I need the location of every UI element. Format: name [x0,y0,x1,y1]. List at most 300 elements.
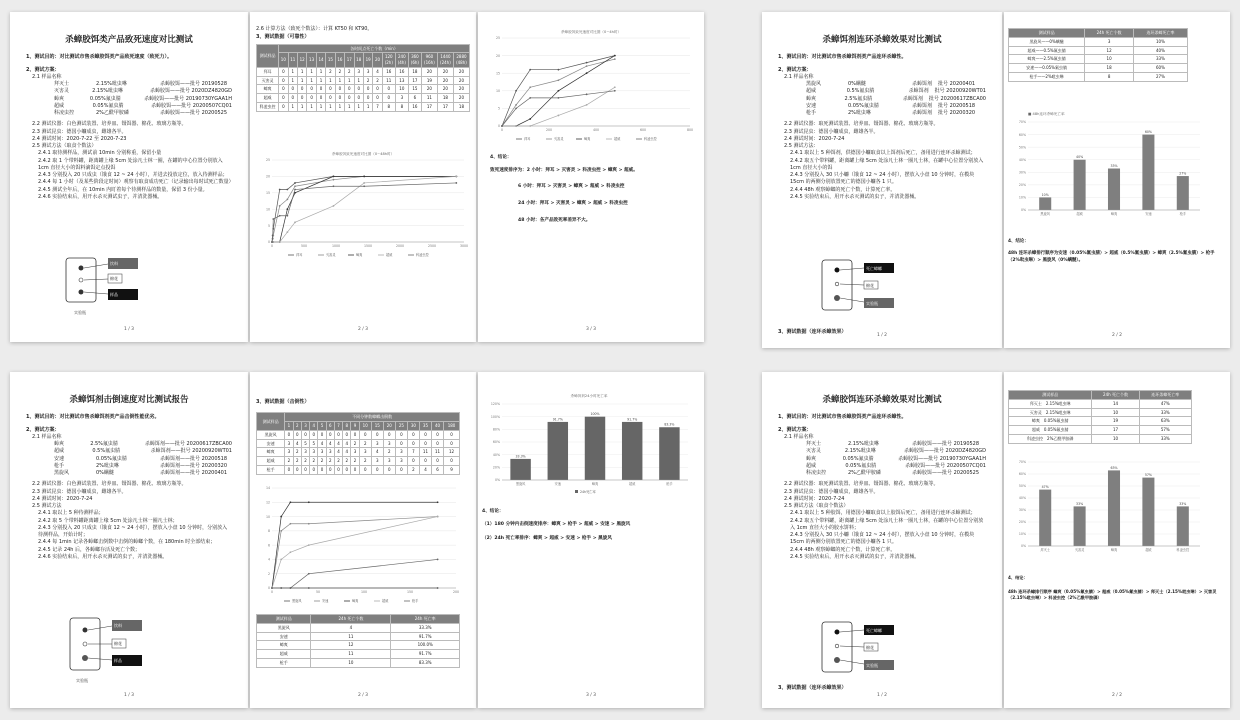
sample-field: 杀蟑饵剂 [908,88,929,95]
legend-label: 拜耳 [524,137,531,142]
text-line: 2.4.2 取 5 个带料罐距离罐上缘 5cm 处涂凡士林一圈凡士林； [38,517,178,524]
legend-label: 灭害灵 [326,253,336,258]
table-col-header: 240 (4h) [395,53,408,68]
table-cell: 0 [293,466,301,475]
table-col-header: 19 [363,53,372,68]
section-purpose: 1、测试目的：对比测试市售杀蟑饵剂类产品击倒性能优劣。 [26,414,160,421]
table-col-header: 18 [354,53,363,68]
table-cell: 0 [310,466,318,475]
sample-field: 2.15%吡虫啉 [848,441,879,448]
label-bottom: 样品 [114,658,122,663]
sample-list [778,81,986,117]
data-point [437,516,439,518]
table-col-header: 测试样品 [1009,391,1092,400]
table-col-header: 2880 (48h) [453,53,469,68]
data-point [529,97,531,99]
text-line: 2.4 测试时间：2020-7-24 [784,135,845,142]
diagram-caption: 实验瓶 [76,678,88,683]
table-col-header: 5 [318,422,326,431]
table-cell [1009,426,1092,435]
table-cell: 0 [407,439,419,448]
table-cell: 安速 [257,632,311,641]
y-tick-label: 20 [265,174,270,179]
table-row [257,439,460,448]
page-number: 3 / 3 [585,327,597,333]
table-col-header: 4 [310,422,318,431]
table-cell: 3 [359,448,371,457]
y-tick-label: 0 [267,240,270,245]
data-point [515,104,517,106]
table-cell: 3 [395,94,408,103]
data-point [272,218,274,220]
y-tick-label: 5 [497,106,500,111]
bar [1074,506,1086,546]
table-cell: 0 [354,94,363,103]
table-cell: 蟑爽 [257,641,311,650]
table-cell: 0 [293,430,301,439]
table-cell: 1 [335,76,344,85]
knockdown-line-chart [254,482,464,606]
table-cell: 3 [285,439,293,448]
bar-data-label: 10% [1041,192,1049,197]
table-cell: 17 [421,103,437,112]
table-cell: 2 [345,67,354,76]
table-row [257,448,460,457]
y-tick-label: 40% [1018,496,1026,501]
y-tick-label: 0% [1020,208,1026,213]
table-cell: 20 [453,85,469,94]
table-cell: 0 [373,94,382,103]
x-tick-label: 拜灭士 [1040,548,1050,552]
table-col-header: 6 [326,422,334,431]
y-tick-label: 20 [495,53,500,58]
table-cell: 蟑爽 [257,85,279,94]
table-cell: 0 [431,439,443,448]
x-tick-label: 2000 [395,244,405,248]
table-cell: 0 [407,430,419,439]
table-cell: 11 [419,448,431,457]
text-line: 2.5 测试方法（取食个数法） [784,503,849,510]
table-row [1009,399,1192,408]
sample-field: 批号 20200920WT01 [934,88,986,95]
table-cell: 10% [1133,37,1187,46]
table-cell: 0 [371,466,383,475]
y-tick-label: 0 [497,124,500,129]
table-cell: 4 [326,439,334,448]
sample-field: 批号 20200320 [938,110,976,117]
table-cell: 科凌虫控 [257,103,279,112]
y-tick-label: 10% [1018,532,1026,537]
sample-item [806,470,986,477]
table-cell: 91.7% [391,650,460,659]
conclusion-text: 48h 连环杀蟑排行顺序 蟑爽（0.05%氟虫腈）> 超威（0.05%氟虫腈）> 拜灭士（2.15%吡虫啉）> 灭害灵（2.15%吡虫啉）> 科凌虫控（2%乙酰甲胺磷） [1008,589,1217,601]
section-purpose: 1、测试目的：对比测试市售杀蟑胶饵类产品连环杀蟑性。 [778,414,907,421]
bar-data-label: 27% [1179,171,1187,176]
bar-data-label: 83.3% [664,422,675,427]
table-cell: 4 [343,439,351,448]
sample-formula: 2.15%吡虫啉 [1045,400,1071,406]
sample-field: 拜灭士 [806,441,822,448]
sample-item [54,88,232,95]
table-cell: 17 [408,76,421,85]
text-line: 2.5 测试方法： [784,143,819,150]
table-col-header: 12 [297,53,306,68]
table-cell: 灭害灵 [257,76,279,85]
sample-field: 杀蟑饵剂——批号 20200518 [160,455,228,462]
y-tick-label: 60% [1018,472,1026,477]
table-cell: 0 [326,94,335,103]
table-cell: 1 [297,103,306,112]
x-tick-label: 600 [639,128,647,132]
text-line: 2.3 测试昆虫：德国小蠊成虫，雌雄各半。 [32,488,127,495]
jar-outline [66,258,96,302]
sample-item [806,88,986,95]
data-point [515,125,517,127]
sample-item [54,463,232,470]
table-cell: 安速——0.05%氟虫腈 [1009,64,1085,73]
table-cell: 蟑爽 [257,448,285,457]
sample-field: 2.15%吡虫啉 [92,88,124,95]
table-cell: 1 [326,103,335,112]
table-col-header: 15 [371,422,383,431]
conclusion-line: （1）180 分钟内击倒速度排序：蟑爽 > 枪手 > 超威 > 安速 > 黑旋风 [482,521,631,527]
table-cell: 黑旋风——0%螨醚 [1009,37,1085,46]
table-cell: 4 [419,466,431,475]
table-cell: 7 [373,103,382,112]
table-cell: 18 [437,94,453,103]
page-number: 2 / 3 [357,693,369,699]
sample-formula: 0.05%氟虫腈 [1043,418,1069,424]
table-cell: 4 [371,448,383,457]
legend-label: 灭害灵 [554,137,564,142]
table-cell: 6 [408,94,421,103]
table-cell: 7 [407,448,419,457]
table-cell: 5 [301,439,309,448]
text-line: 2.4.5 实验结束后，用开水杀灭测试的虫子，并清洗器械。 [790,193,920,200]
table-cell: 20 [453,94,469,103]
text-line: 2.4.6 实验结束后，用开水杀灭测试虫子，并清洗器械。 [38,193,163,200]
chart-title: ■ 48h连环杀蟑死亡率 [1028,112,1065,116]
table-cell: 黑旋风 [257,623,311,632]
sample-item [806,448,986,455]
dot-top [79,266,84,271]
table-cell: 12 [1085,46,1134,55]
table-row [1009,408,1192,417]
bar [548,422,568,480]
table-cell: 2 [351,457,359,466]
data-point [437,501,439,503]
table-cell: 3 [383,457,395,466]
diagram-caption: 实验瓶 [74,310,86,315]
table-row [1009,417,1192,426]
table-cell: 枪手 [257,466,285,475]
table-col-header: 测试样品 [257,615,311,624]
sample-item [806,110,986,117]
y-tick-label: 0% [1020,544,1026,549]
table-cell: 0 [279,85,288,94]
x-tick-label: 枪手 [666,482,673,486]
table-cell: 3 [354,67,363,76]
table-cell: 3 [310,448,318,457]
data-point [308,573,310,575]
sample-field: 杀蟑胶饵——批号 20200525 [160,110,228,117]
doc1-page1 [10,12,248,342]
sample-field: 0%螨醚 [848,81,866,88]
x-tick-label: 枪手 [1179,212,1186,216]
table-cell: 2 [285,457,293,466]
data-point [294,182,296,184]
table-cell [1009,408,1092,417]
table-cell: 12 [311,641,391,650]
table-group-header: 各时间点死亡个数（min） [279,44,470,53]
table-cell: 0 [351,466,359,475]
x-tick-label: 灭害灵 [1074,548,1085,552]
y-tick-label: 10 [265,514,270,519]
data-point [501,125,503,127]
table-cell: 0 [444,430,460,439]
sample-field: 黑旋风 [54,470,70,477]
table-cell: 2 [335,67,344,76]
calc-method: 2.6 计算方法（致死个数法）：计算 KT50 和 KT90。 [256,26,373,32]
table-cell: 0 [419,439,431,448]
text-line: 2.2 测试仪器：取死测试装置、培养皿、镊饵器、棉花、玻璃方瓶等。 [784,121,939,128]
table-cell: 3 [363,67,372,76]
doc1-page3 [478,12,704,342]
data-point [363,185,365,187]
data-point [279,205,281,207]
sample-field: 蟑爽 [806,95,817,102]
sample-field: 2.5%氟虫腈 [844,95,873,102]
table-cell: 2 [301,457,309,466]
sample-name: 蟑爽 [1031,418,1040,424]
table-cell: 4 [343,448,351,457]
sample-field: 蟑爽 [806,455,817,462]
data-point [308,587,310,589]
section-plan: 2、测试方案： [26,66,60,73]
table-cell: 0 [335,85,344,94]
data-point [286,215,288,217]
table-cell: 8 [395,103,408,112]
x-tick-label: 0 [500,128,504,132]
table-cell: 2 [359,457,371,466]
kill-count-table [256,44,470,112]
table-cell: 0 [307,94,316,103]
table-col-header: 25 [395,422,407,431]
sample-item [806,103,986,110]
table-cell: 0 [383,430,395,439]
sample-item [54,96,232,103]
table-cell: 0 [351,430,359,439]
table-cell: 3 [371,457,383,466]
doc2-page2 [1004,12,1230,348]
table-cell: 27% [1133,72,1187,81]
x-tick-label: 蟑爽 [1110,212,1118,216]
data-point [614,58,616,60]
table-cell: 4 [293,439,301,448]
sample-field: 2%乙酰甲胺磷 [848,470,881,477]
table-cell: 0 [301,466,309,475]
table-cell: 20 [437,85,453,94]
text-line: 2.4.3 分别投入 20 只成虫（饿食 12 ~ 24 小时），并进去投放定位，放入待测样品； [38,172,228,179]
table-row [257,650,460,659]
subsection: 2.1 样品名称 [784,433,814,440]
data-point [290,551,292,553]
conclusion-line: 24 小时：拜耳 > 灭害灵 > 蟑爽 > 超威 > 科凌虫控 [518,200,628,206]
table-col-header: 13 [307,53,316,68]
table-cell: 15 [408,85,421,94]
sample-field: 枪手 [54,462,65,469]
chart-title: 杀蟑胶饵致死速度对比图（0~4h时） [560,30,622,34]
table-cell: 18 [1085,64,1134,73]
table-cell: 20 [437,67,453,76]
table-cell: 0 [316,85,325,94]
table-row [257,457,460,466]
data-point [290,501,292,503]
y-tick-label: 15 [265,191,270,195]
table-cell: 3 [383,439,395,448]
page-number: 1 / 3 [123,327,135,333]
data-point [558,69,560,71]
table-cell: 0 [383,466,395,475]
sample-field: 0.05%氟虫腈 [96,455,127,462]
label-mid: 棉花 [114,641,122,646]
table-cell [1009,399,1092,408]
page-number: 2 / 2 [1111,693,1123,699]
bar-data-label: 57% [1144,473,1152,478]
section-purpose: 1、测试目的：对比测试市售杀蟑胶饵类产品致死速度（致死力）。 [26,54,172,61]
data-point [455,182,457,184]
y-tick-label: 0 [267,586,270,591]
table-cell: 0 [279,67,288,76]
data-point [308,523,310,525]
table-cell: 4 [318,439,326,448]
data-point [333,176,335,178]
table-cell: 1 [354,103,363,112]
table-cell: 1 [288,76,297,85]
data-point [279,189,281,191]
x-tick-label: 50 [315,590,321,594]
bar [1177,176,1189,210]
doc4-page1 [762,372,1002,708]
sample-field: 灭害灵 [806,448,822,455]
text-line: 2.4.3 分别投入 30 只小蠊（饿食 12 ~ 24 小时），摆放入小盘 10 分钟时，在模块 15cm 的两侧分别放置死亡的德国小蠊各 1 只。 [790,532,975,546]
table-cell: 0 [326,466,334,475]
table-cell: 1 [316,103,325,112]
text-line: 2.4 测试时间：2020-7-24 [784,495,845,502]
y-tick-label: 10% [1018,195,1026,200]
x-tick-label: 安速 [554,482,561,486]
sample-name: 超威 [1031,427,1040,433]
table-cell: 0 [297,94,306,103]
sample-field: 杀蟑饵剂 [912,110,933,117]
bar [510,459,530,480]
data-point [294,221,296,223]
table-cell: 3 [285,448,293,457]
table-col-header: 14 [316,53,325,68]
sample-item [54,456,232,463]
sample-field: 杀蟑饵剂 [912,81,933,88]
table-cell: 1 [288,67,297,76]
data-point [515,90,517,92]
text-line: 2.4.4 每 1 小时（及某些阶段定时间）观察有取食成功死亡（记录输出每时试死亡数量） [38,179,234,186]
legend-label: 拜耳 [296,253,303,258]
sample-formula: 0.05%氟虫腈 [1043,427,1069,433]
bar-data-label: 33% [1179,501,1187,506]
sample-list [26,441,232,477]
bar-data-label: 60% [1144,130,1152,135]
text-line: 2.4.5 实验结束后，用开水杀灭测试的虫子，并清洗器械。 [790,553,920,560]
y-tick-label: 15 [495,71,500,76]
doc3-page1 [10,372,248,708]
table-cell: 14 [1092,399,1139,408]
data-point [279,241,281,243]
table-cell: 16 [395,67,408,76]
table-cell: 3 [318,448,326,457]
bar-data-label: 100% [590,412,600,417]
table-cell: 19 [1092,417,1139,426]
y-tick-label: 50% [1018,484,1026,489]
x-tick-label: 超威 [1145,548,1152,552]
table-cell: 2 [326,67,335,76]
table-cell: 33% [1139,408,1191,417]
legend-label: 黑旋风 [292,599,302,604]
sample-field: 杀蟑胶饵——批号 20190528 [160,81,228,88]
bar-data-label: 91.7% [627,417,638,422]
mortality-bar-chart [482,390,696,496]
data-point [333,179,335,181]
bar-data-label: 47% [1041,485,1049,490]
table-cell: 0 [363,85,372,94]
table-row [257,466,460,475]
table-cell: 8 [382,103,395,112]
data-point [290,523,292,525]
section-conclusion: 4、结论： [1008,239,1029,244]
data-point [614,90,616,92]
label-bottom: 实验瓶 [866,663,878,668]
sample-field: 0.5%氟虫腈 [846,88,875,95]
table-cell: 1 [326,76,335,85]
bar [1039,197,1051,210]
table-row [257,430,460,439]
table-cell: 11 [431,448,443,457]
table-row [1009,64,1188,73]
table-row [257,623,460,632]
section-plan: 2、测试方案： [778,66,812,73]
bar-data-label: 63% [1110,465,1118,470]
table-cell: 8 [1085,72,1134,81]
table-cell: 10 [1092,434,1139,443]
chart-title: 杀蟑饵剂24小时死亡率 [570,394,608,398]
bar [622,422,642,480]
table-cell: 超威 [257,94,279,103]
table-col-header: 1440 (24h) [437,53,453,68]
table-cell: 0 [371,430,383,439]
text-line: 2.4.5 记录 24h 后，各蟑螂存活及死亡个数； [38,546,141,553]
table-cell: 2 [293,457,301,466]
table-col-header: 960 (16h) [421,53,437,68]
data-point [529,118,531,120]
table-cell: 0 [363,94,372,103]
table-cell: 0 [444,457,460,466]
text-line: 2.4.6 实验结束后，用开水杀灭测试的虫子，并清洗器械。 [38,553,168,560]
table-cell: 0 [288,85,297,94]
table-cell: 0 [318,466,326,475]
table-cell: 1 [354,76,363,85]
table-col-header: 35 [419,422,431,431]
table-cell: 0 [395,466,407,475]
data-point [363,182,365,184]
data-point [586,72,588,74]
